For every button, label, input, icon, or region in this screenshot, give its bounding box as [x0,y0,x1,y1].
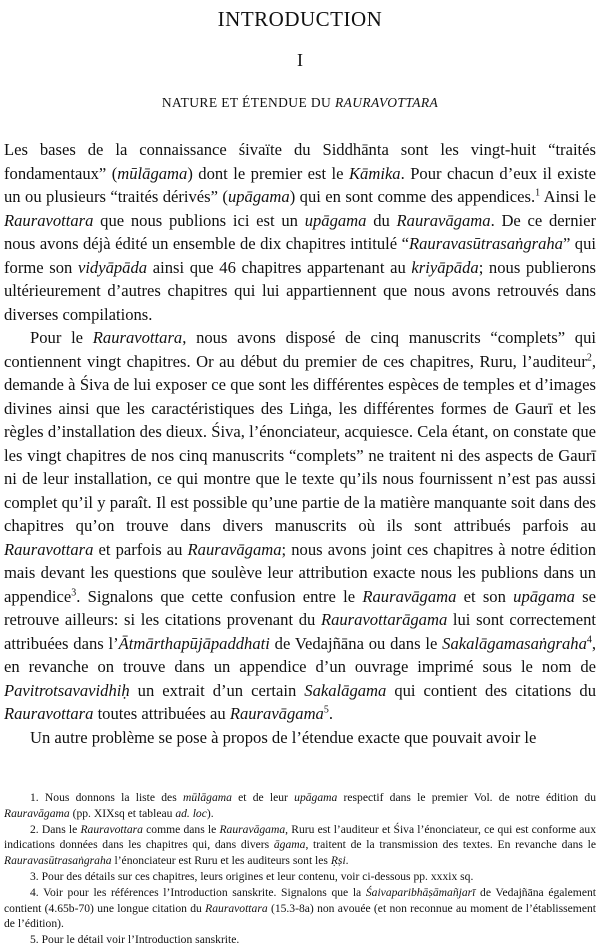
footnote [4,932,596,948]
footnote [4,822,596,869]
text-run: se retrouve ailleurs: si les citations provenant du [4,586,596,629]
text-run: lui sont correctement attribuées dans l’ [4,610,596,653]
text-run: ) dont le premier est le [187,163,349,183]
paragraph [4,726,596,750]
text-run: , nous avons disposé de cinq manuscrits “complets” qui contiennent vingt chapitres. Or au début du premier de ces chapitres, Ruru, l’auditeur [4,328,596,371]
italic-term: Sakalāgamasaṅgraha [442,633,587,653]
text-run: ” qui forme son [4,234,597,277]
section-heading-italic: RAURAVOTTARA [334,95,439,110]
text-run: 5. Pour le détail voir l’Introduction sanskrite. [30,933,240,947]
italic-term: ad. loc [175,806,207,820]
paragraph [4,138,596,326]
text-run: (pp. XIXsq et tableau [69,806,176,820]
text-run: 4. Voir pour les références l’Introduction sanskrite. Signalons que la [30,885,366,899]
text-run: , en revanche on trouve dans un appendice d’un ouvrage imprimé sous le nom de [4,633,597,676]
italic-term: Rauravāgama [396,210,491,230]
italic-term: Rauravāgama [229,704,324,723]
text-run: ; nous publierons ultérieurement d’autres chapitres qui lui appartiennent que nous avons retrouvés dans diverses compilations. [4,257,596,324]
section-heading [0,95,600,111]
footnote-ref: 4 [586,633,592,645]
section-heading-prefix: NATURE ET ÉTENDUE DU [161,95,335,110]
text-run: et parfois au [93,539,188,559]
body-text [4,138,596,749]
italic-term: āgama [273,838,306,852]
section-number: I [297,50,303,70]
page-title: INTRODUCTION [217,7,383,31]
text-run: du [366,210,397,230]
footnote-ref: 2 [586,351,592,363]
text-run: ainsi que 46 chapitres appartenant au [147,257,412,277]
text-run: et son [456,586,514,606]
text-run: un extrait d’un certain [129,680,305,700]
text-run: . [328,704,333,723]
text-run: . De ce dernier nous avons déjà édité un ensemble de dix chapitres intitulé “ [4,210,596,253]
italic-term: upāgama [227,187,290,206]
italic-term: Rauravāgama [219,822,286,836]
text-run: . Pour chacun d’eux il existe un ou plusieurs “traités dérivés” ( [4,163,596,206]
italic-term: Sakalāgama [304,680,387,700]
text-run: 1. Nous donnons la liste des [30,791,183,804]
text-run: comme dans le [142,822,220,836]
italic-term: mūlāgama [182,791,232,804]
text-run: respectif dans le premier Vol. de notre édition du [337,791,597,804]
text-run: 2. Dans le [30,822,81,836]
italic-term: Pavitrotsavavidhiḥ [4,680,130,700]
text-run: , Ruru est l’auditeur et Śiva l’énonciateur, ce qui est conforme aux indications données dans les chapitres qui, dans divers [4,822,596,852]
text-run: toutes attribuées au [93,704,230,723]
italic-term: Rauravāgama [4,806,70,820]
text-run: , traitent de la transmission des textes. En revanche dans le [305,838,596,852]
italic-term: Rauravottara [80,822,143,836]
text-run: et de leur [231,791,295,804]
italic-term: Rauravottara [4,210,94,230]
text-run: ). [206,806,214,820]
italic-term: Ātmārthapūjāpaddhati [118,633,270,653]
italic-term: Rauravottara [92,328,183,347]
text-run: de Vedajñāna également contient (4.65b-70) une longue citation du [4,885,596,915]
footnote-ref: 5 [323,704,329,716]
italic-term: vidyāpāda [77,257,148,277]
text-run: Ainsi le [540,187,596,206]
italic-term: mūlāgama [117,163,188,183]
text-run: 3. Pour des détails sur ces chapitres, leurs origines et leur contenu, voir ci-dessous pp. xxxix sq. [30,869,474,883]
text-run: . [345,854,349,868]
text-run: (15.3-8a) non avouée (et non reconnue au moment de l’établissement de l’édition). [4,901,596,931]
italic-term: kriyāpāda [411,257,479,277]
text-run: l’énonciateur est Ruru et les auditeurs sont les [111,854,331,868]
italic-term: Ṛṣi [330,854,346,868]
italic-term: upāgama [294,791,338,804]
italic-term: upāgama [513,586,575,606]
text-run: qui contient des citations du [386,680,596,700]
text-run: . Signalons que cette confusion entre le [76,586,363,606]
italic-term: Rauravottara [4,539,94,559]
paragraph [4,326,596,726]
text-run: Un autre problème se pose à propos de l’étendue exacte que pouvait avoir le [30,727,537,747]
footnote [4,869,596,885]
italic-term: Rauravasūtrasaṅgraha [4,854,112,868]
footnote-ref: 3 [71,586,77,598]
text-run: ) qui en sont comme des appendices. [289,187,536,206]
italic-term: Rauravottara [4,704,94,723]
italic-term: Rauravāgama [187,539,282,559]
footnote [4,885,596,932]
footnote [4,790,596,822]
text-run: Pour le [30,328,93,347]
italic-term: Śaivaparibhāṣāmañjarī [365,885,476,899]
italic-term: Rauravāgama [362,586,457,606]
text-run: que nous publions ici est un [93,210,305,230]
italic-term: upāgama [304,210,367,230]
italic-term: Rauravottara [205,901,268,915]
italic-term: Rauravottarāgama [320,610,448,629]
text-run: de Vedajñāna ou dans le [269,633,443,653]
italic-term: Kāmika [348,163,401,183]
text-run: ; nous avons joint ces chapitres à notre édition mais devant les questions que soulève leur attribution exacte nous les publions dans un appendice [4,539,596,606]
italic-term: Rauravasūtrasaṅgraha [409,234,563,253]
text-run: Les bases de la connaissance śivaïte du Siddhānta sont les vingt-huit “traités fondamentaux” ( [4,140,596,183]
footnotes [4,790,596,948]
text-run: , demande à Śiva de lui exposer ce que sont les différentes espèces de temples et d’images divines ainsi que les caractéristiques des Liṅga, les différentes formes de Gaurī et les règles d’installation des dieux. Śiva, l’énonciateur, acquiesce. Cela étant, on constate que les vingt chapitres de nos cinq manuscrits “complets” ne traitent ni des aspects de Gaurī ni de leur installation, ce qui montre que le texte qu’ils nous fournissent n’est pas aussi complet qu’il y paraît. Il est possible qu’une partie de la matière manquante soit dans des chapitres qu’on trouve dans divers manuscrits où ils sont attribués parfois au [4,351,596,535]
footnote-ref: 1 [535,187,541,199]
